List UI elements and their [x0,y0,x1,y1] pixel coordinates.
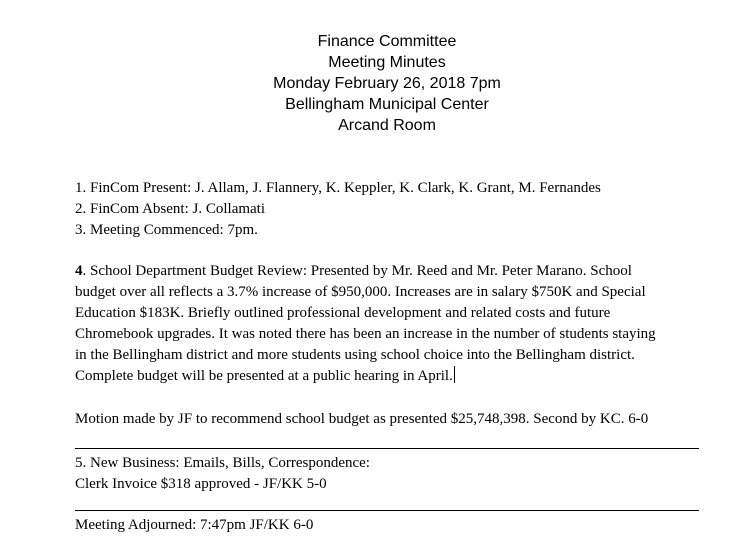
budget-review-text: Complete budget will be presented at a public hearing in April. [75,368,453,384]
new-business-detail: Clerk Invoice $318 approved - JF/KK 5-0 [75,476,327,492]
new-business-heading: 5. New Business: Emails, Bills, Correspondence: [75,455,370,471]
budget-review-line: Chromebook upgrades. It was noted there has been an increase in the number of students staying [75,326,656,342]
section-divider [75,448,699,449]
meeting-room: Arcand Room [338,117,436,134]
budget-review-line: budget over all reflects a 3.7% increase of $950,000. Increases are in salary $750K and Special [75,284,646,300]
committee-name: Finance Committee [317,33,457,50]
attendance-list [75,178,700,241]
budget-review-paragraph [75,261,700,387]
document-type: Meeting Minutes [328,54,446,71]
adjournment-section [75,515,700,536]
motion-paragraph [75,409,700,430]
budget-review-text: . School Department Budget Review: Presented by Mr. Reed and Mr. Peter Marano. School [82,263,632,279]
section-divider [75,510,699,511]
members-present: 1. FinCom Present: J. Allam, J. Flannery, K. Keppler, K. Clark, K. Grant, M. Fernandes [75,180,601,196]
new-business-section [75,453,700,495]
text-cursor [454,366,455,383]
item-number: 4 [75,263,83,279]
budget-review-line: Education $183K. Briefly outlined professional development and related costs and future [75,305,611,321]
motion-text: Motion made by JF to recommend school budget as presented $25,748,398. Second by KC. 6-0 [75,411,649,427]
members-absent: 2. FinCom Absent: J. Collamati [75,201,266,217]
meeting-commenced: 3. Meeting Commenced: 7pm. [75,222,258,238]
meeting-adjourned: Meeting Adjourned: 7:47pm JF/KK 6-0 [75,517,314,533]
budget-review-line [75,366,700,387]
meeting-date: Monday February 26, 2018 7pm [273,75,501,92]
budget-review-line: in the Bellingham district and more students using school choice into the Bellingham district. [75,347,635,363]
document-header [0,31,745,136]
meeting-location: Bellingham Municipal Center [285,96,489,113]
budget-review-line [75,261,700,282]
